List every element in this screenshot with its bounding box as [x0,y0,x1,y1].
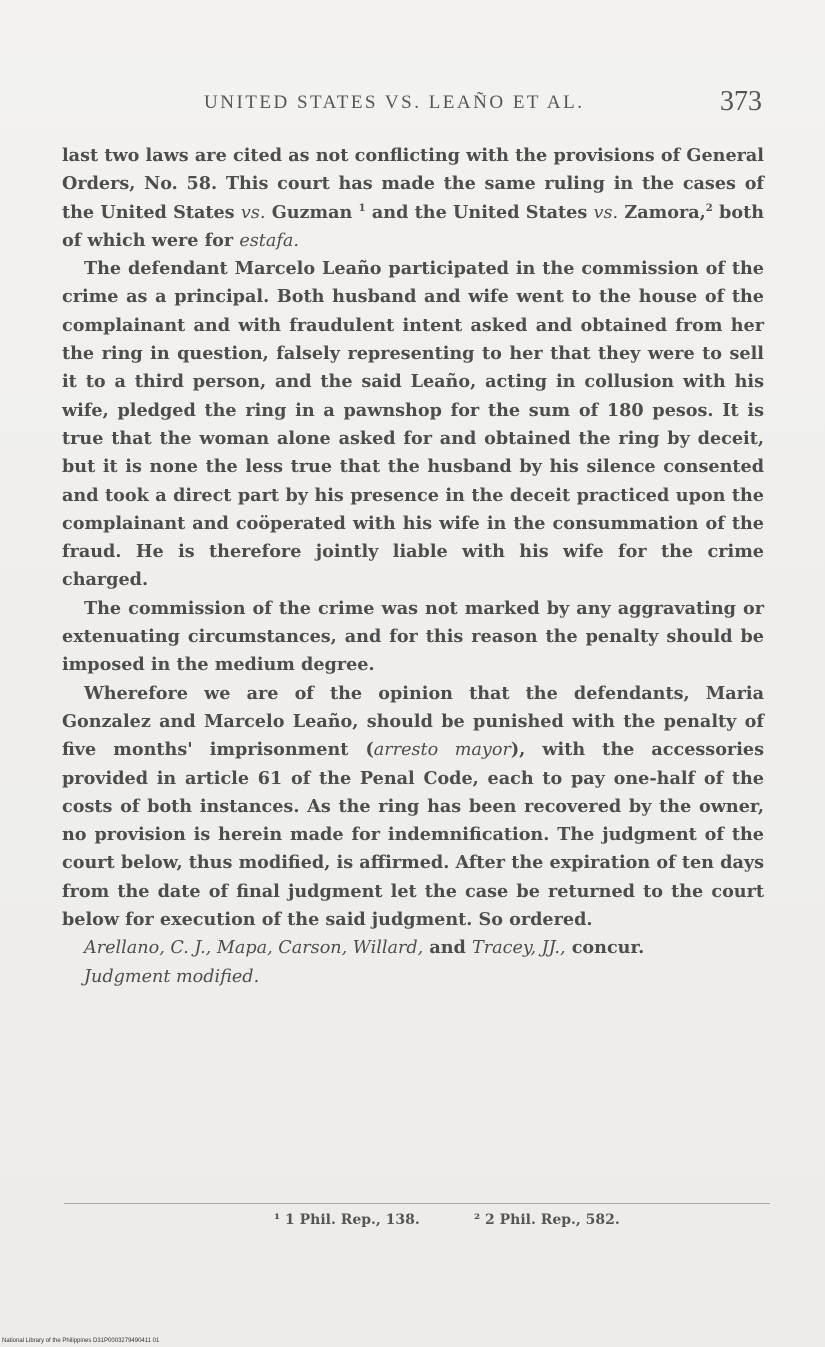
p1-estafa: estafa. [239,230,299,251]
p1-text-c: and the United States [365,201,594,223]
running-head: UNITED STATES VS. LEAÑO ET AL. [204,92,585,113]
paragraph-1 [62,142,764,255]
paragraph-2: The defendant Marcelo Leaño participated in the commission of the crime as a principal. Both husband and wife went to the house of the complainant and with fraudulent intent asked and obtained from her the ring in question, falsely representing to her that they were to sell it to a third person, and the said Leaño, acting in collusion with his wife, pledged the ring in a pawnshop for the sum of 180 pesos. It is true that the woman alone asked for and obtained the ring by deceit, but it is none the less true that the husband by his silence consented and took a direct part by his presence in the deceit practiced upon the complainant and coöperated with his wife in the consummation of the fraud. He is therefore jointly liable with his wife for the crime charged. [62,258,764,591]
footnote-divider [64,1203,770,1204]
p1-text-e: both of which were for [62,201,764,251]
p1-text-b: Guzman [265,201,359,223]
paragraph-5 [62,934,764,962]
p4-text-b: ), with the accessories provided in article 61 of the Penal Code, each to pay one-half of the costs of both instances. As the ring has been recovered by the owner, no provision is herein made for indemnification. The judgment of the court below, thus modified, is affirmed. After the expiration of ten days from the date of final judgment let the case be returned to the court below for execution of the said judgment. So ordered. [62,739,764,931]
page-number: 373 [720,86,762,117]
page-header [64,86,762,126]
body-text [62,142,764,991]
p1-vs-2: vs. [593,202,619,223]
p5-concur: concur. [565,937,645,959]
p4-text-a: Wherefore we are of the opinion that the defendants, Maria Gonzalez and Marcelo Leaño, should be punished with the penalty of five months' imprisonment ( [62,682,764,761]
footnotes [64,1212,770,1238]
justices-names: Arellano, C. J., Mapa, Carson, Willard, [84,938,424,959]
p5-and: and [423,937,472,959]
footnote-ref-2: 2 [705,202,713,214]
library-stamp: National Library of the Philippines D31P0003279490411 01 [2,1338,160,1344]
p4-arresto-mayor: arresto mayor [373,740,511,761]
footnote-ref-1: 1 [358,202,366,214]
paragraph-6 [62,963,764,991]
paragraph-3: The commission of the crime was not marked by any aggravating or extenuating circumstances, and for this reason the penalty should be imposed in the medium degree. [62,597,764,676]
p1-text-d: Zamora, [618,201,706,223]
p1-vs-1: vs. [240,202,266,223]
p1-text-a: last two laws are cited as not conflicting with the provisions of General Orders, No. 58. This court has made the same ruling in the cases of the United States [62,145,764,223]
justice-tracey: Tracey, JJ., [471,938,566,959]
judgment-modified: Judgment modified. [84,966,260,987]
paragraph-4 [62,680,764,935]
footnote-2: ² 2 Phil. Rep., 582. [474,1212,620,1228]
footnote-1: ¹ 1 Phil. Rep., 138. [274,1212,420,1228]
